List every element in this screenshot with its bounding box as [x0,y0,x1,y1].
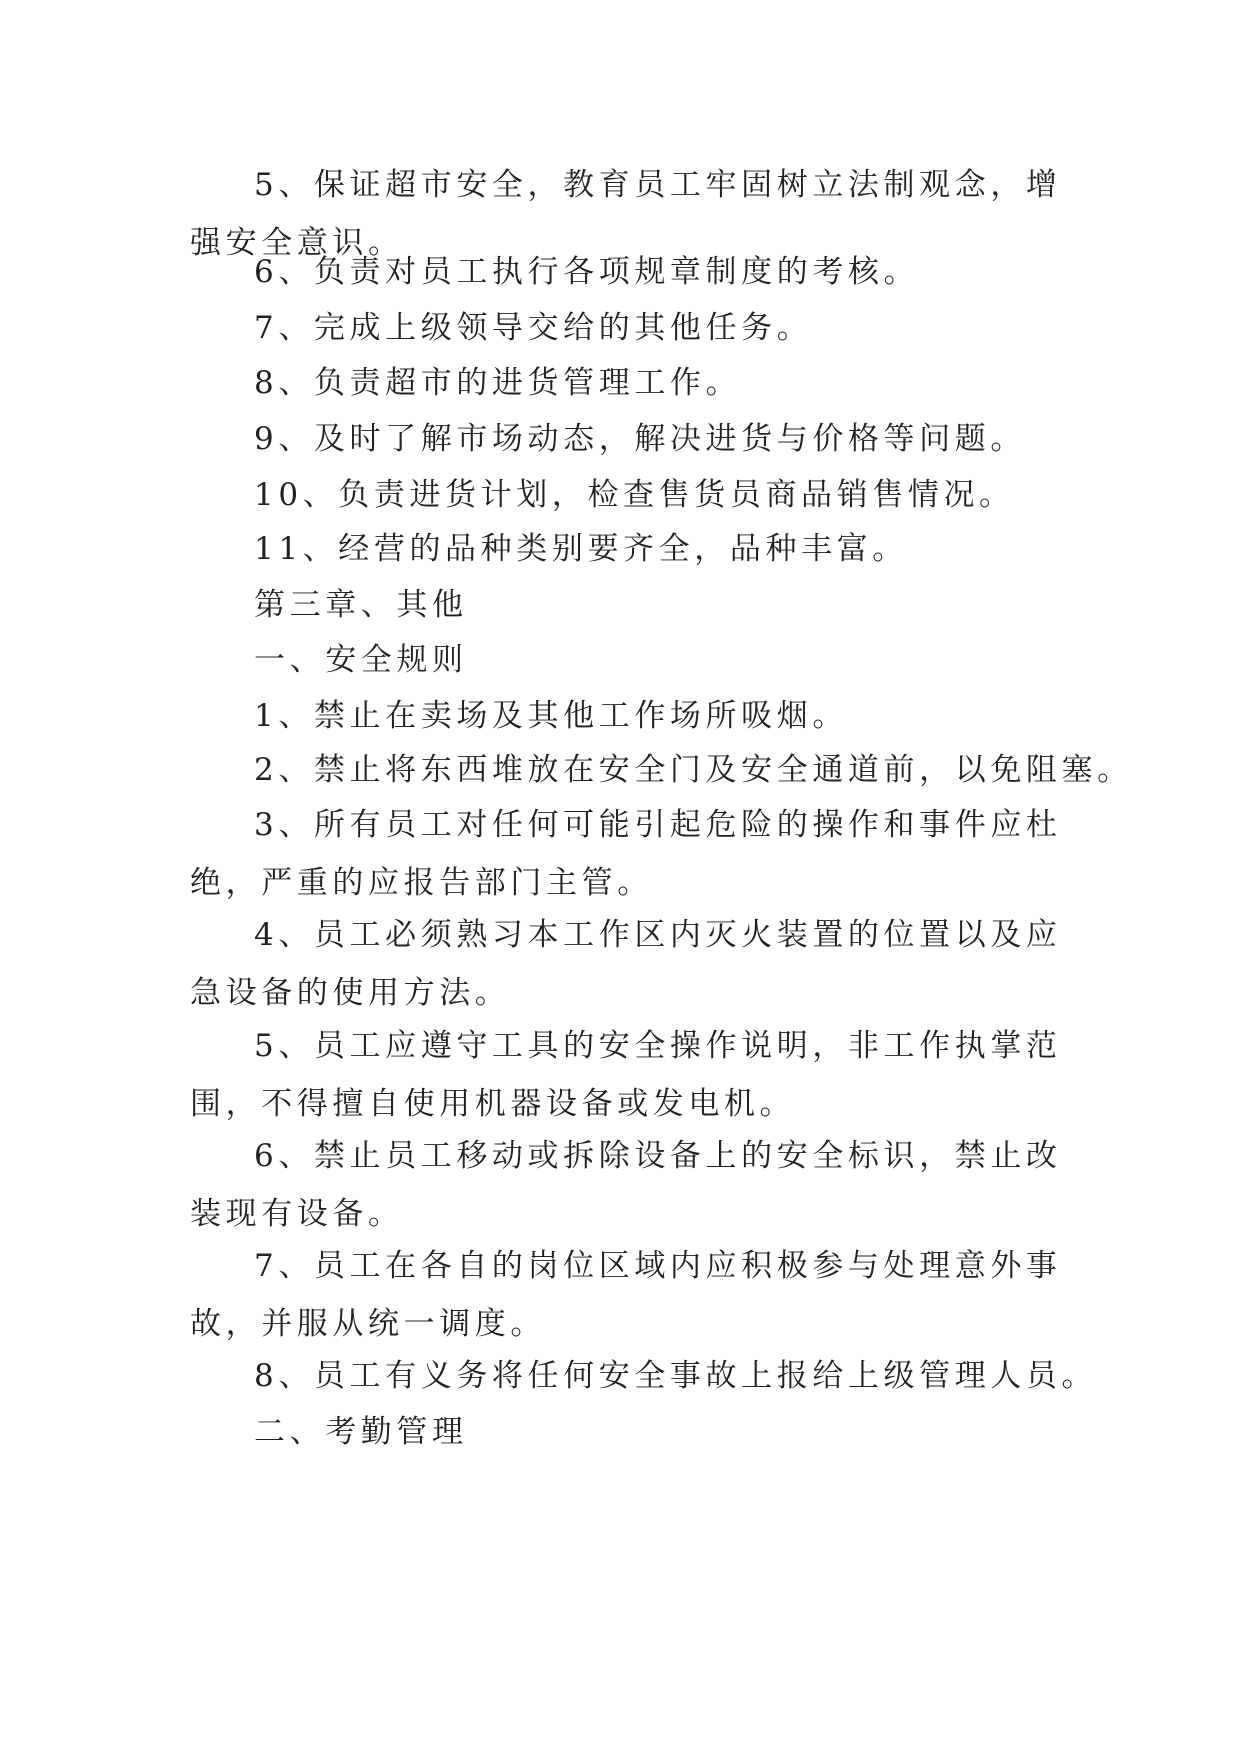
paragraph-safety-1: 1、禁止在卖场及其他工作场所吸烟。 [254,698,848,734]
paragraph-duty-8: 8、负责超市的进货管理工作。 [254,365,742,401]
paragraph-safety-6: 6、禁止员工移动或拆除设备上的安全标识，禁止改装现有设备。 [190,1138,1062,1232]
paragraph-duty-10: 10、负责进货计划，检查售货员商品销售情况。 [254,477,1015,513]
paragraph-safety-5: 5、员工应遵守工具的安全操作说明，非工作执掌范围，不得擅自使用机器设备或发电机。 [190,1028,1062,1122]
section-heading-attendance: 二、考勤管理 [254,1414,468,1450]
paragraph-duty-7: 7、完成上级领导交给的其他任务。 [254,310,813,346]
paragraph-duty-5: 5、保证超市安全，教育员工牢固树立法制观念，增强安全意识。 [190,167,1062,261]
paragraph-safety-3: 3、所有员工对任何可能引起危险的操作和事件应杜绝，严重的应报告部门主管。 [190,807,1062,901]
chapter-heading: 第三章、其他 [254,587,468,623]
paragraph-duty-9: 9、及时了解市场动态，解决进货与价格等问题。 [254,421,1026,457]
paragraph-safety-8: 8、员工有义务将任何安全事故上报给上级管理人员。 [254,1358,1098,1394]
paragraph-duty-11: 11、经营的品种类别要齐全，品种丰富。 [254,531,908,567]
paragraph-safety-4: 4、员工必须熟习本工作区内灭火装置的位置以及应急设备的使用方法。 [190,917,1062,1011]
paragraph-safety-7: 7、员工在各自的岗位区域内应积极参与处理意外事故，并服从统一调度。 [190,1248,1062,1342]
paragraph-duty-6: 6、负责对员工执行各项规章制度的考核。 [254,254,920,290]
paragraph-safety-2: 2、禁止将东西堆放在安全门及安全通道前，以免阻塞。 [254,752,1133,788]
section-heading-safety: 一、安全规则 [254,642,468,678]
